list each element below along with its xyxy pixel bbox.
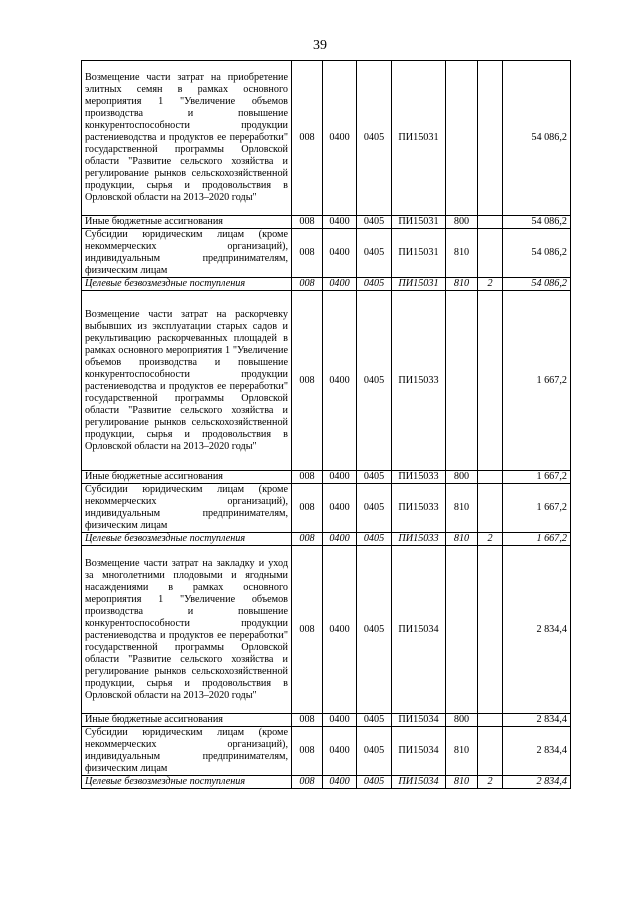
amount: 1 667,2 <box>503 533 571 546</box>
amount: 54 086,2 <box>503 61 571 216</box>
subsection-code: 0405 <box>357 776 392 789</box>
amount: 1 667,2 <box>503 484 571 533</box>
target-article-code: ПИ15031 <box>392 229 446 278</box>
target-article-code: ПИ15033 <box>392 471 446 484</box>
table-row <box>82 546 571 714</box>
source-code <box>478 484 503 533</box>
target-article-code: ПИ15033 <box>392 291 446 471</box>
expense-type-code: 810 <box>446 533 478 546</box>
source-code <box>478 291 503 471</box>
subsection-code: 0405 <box>357 714 392 727</box>
amount: 1 667,2 <box>503 471 571 484</box>
row-name: Целевые безвозмездные поступления <box>82 278 292 291</box>
section-code: 0400 <box>323 727 357 776</box>
table-row <box>82 278 571 291</box>
row-name: Возмещение части затрат на раскорчевку выбывших из эксплуатации старых садов и рекультивацию раскорчеванных площадей в рамках основного мероприятия 1 "Увеличение объемов производства и повышение конкурентоспособности продукции растениеводства и продуктов ее переработки" государственной программы Орловской области "Развитие сельского хозяйства и регулирование рынков сельскохозяйственной продукции, сырья и продовольствия в Орловской области на 2013–2020 годы" <box>82 291 292 471</box>
source-code <box>478 61 503 216</box>
subsection-code: 0405 <box>357 533 392 546</box>
table-row <box>82 216 571 229</box>
ministry-code: 008 <box>292 278 323 291</box>
subsection-code: 0405 <box>357 278 392 291</box>
ministry-code: 008 <box>292 291 323 471</box>
target-article-code: ПИ15034 <box>392 714 446 727</box>
ministry-code: 008 <box>292 546 323 714</box>
ministry-code: 008 <box>292 61 323 216</box>
section-code: 0400 <box>323 216 357 229</box>
section-code: 0400 <box>323 484 357 533</box>
subsection-code: 0405 <box>357 291 392 471</box>
source-code: 2 <box>478 533 503 546</box>
section-code: 0400 <box>323 776 357 789</box>
ministry-code: 008 <box>292 229 323 278</box>
source-code: 2 <box>478 776 503 789</box>
amount: 54 086,2 <box>503 229 571 278</box>
table-row <box>82 776 571 789</box>
expense-type-code: 810 <box>446 484 478 533</box>
expense-type-code <box>446 291 478 471</box>
amount: 2 834,4 <box>503 727 571 776</box>
expense-type-code: 800 <box>446 471 478 484</box>
ministry-code: 008 <box>292 533 323 546</box>
ministry-code: 008 <box>292 216 323 229</box>
target-article-code: ПИ15033 <box>392 533 446 546</box>
row-name: Субсидии юридическим лицам (кроме некоммерческих организаций), индивидуальным предпринимателям, физическим лицам <box>82 229 292 278</box>
table-row <box>82 484 571 533</box>
table-row <box>82 533 571 546</box>
row-name: Возмещение части затрат на приобретение элитных семян в рамках основного мероприятия 1 "Увеличение объемов производства и повышение конкурентоспособности продукции растениеводства и продуктов ее переработки" государственной программы Орловской области "Развитие сельского хозяйства и регулирование рынков сельскохозяйственной продукции, сырья и продовольствия в Орловской области на 2013–2020 годы" <box>82 61 292 216</box>
section-code: 0400 <box>323 229 357 278</box>
row-name: Иные бюджетные ассигнования <box>82 714 292 727</box>
ministry-code: 008 <box>292 776 323 789</box>
section-code: 0400 <box>323 471 357 484</box>
row-name: Субсидии юридическим лицам (кроме некоммерческих организаций), индивидуальным предпринимателям, физическим лицам <box>82 727 292 776</box>
ministry-code: 008 <box>292 471 323 484</box>
table-row <box>82 61 571 216</box>
subsection-code: 0405 <box>357 61 392 216</box>
amount: 2 834,4 <box>503 546 571 714</box>
source-code <box>478 546 503 714</box>
target-article-code: ПИ15034 <box>392 776 446 789</box>
row-name: Иные бюджетные ассигнования <box>82 471 292 484</box>
subsection-code: 0405 <box>357 216 392 229</box>
target-article-code: ПИ15031 <box>392 61 446 216</box>
page-number: 39 <box>313 38 327 53</box>
expense-type-code: 800 <box>446 714 478 727</box>
source-code <box>478 727 503 776</box>
source-code <box>478 229 503 278</box>
amount: 2 834,4 <box>503 714 571 727</box>
expense-type-code: 800 <box>446 216 478 229</box>
budget-table <box>81 60 571 789</box>
source-code <box>478 471 503 484</box>
table-row <box>82 727 571 776</box>
source-code <box>478 714 503 727</box>
section-code: 0400 <box>323 546 357 714</box>
ministry-code: 008 <box>292 727 323 776</box>
row-name: Целевые безвозмездные поступления <box>82 776 292 789</box>
section-code: 0400 <box>323 533 357 546</box>
subsection-code: 0405 <box>357 727 392 776</box>
expense-type-code: 810 <box>446 229 478 278</box>
section-code: 0400 <box>323 61 357 216</box>
table-body <box>82 61 571 789</box>
amount: 54 086,2 <box>503 278 571 291</box>
amount: 2 834,4 <box>503 776 571 789</box>
target-article-code: ПИ15034 <box>392 727 446 776</box>
source-code <box>478 216 503 229</box>
subsection-code: 0405 <box>357 546 392 714</box>
source-code: 2 <box>478 278 503 291</box>
target-article-code: ПИ15034 <box>392 546 446 714</box>
section-code: 0400 <box>323 278 357 291</box>
table-row <box>82 291 571 471</box>
expense-type-code: 810 <box>446 776 478 789</box>
target-article-code: ПИ15033 <box>392 484 446 533</box>
row-name: Целевые безвозмездные поступления <box>82 533 292 546</box>
table-row <box>82 229 571 278</box>
amount: 54 086,2 <box>503 216 571 229</box>
table-row <box>82 471 571 484</box>
target-article-code: ПИ15031 <box>392 278 446 291</box>
expense-type-code: 810 <box>446 727 478 776</box>
ministry-code: 008 <box>292 484 323 533</box>
section-code: 0400 <box>323 291 357 471</box>
subsection-code: 0405 <box>357 471 392 484</box>
ministry-code: 008 <box>292 714 323 727</box>
target-article-code: ПИ15031 <box>392 216 446 229</box>
section-code: 0400 <box>323 714 357 727</box>
row-name: Субсидии юридическим лицам (кроме некоммерческих организаций), индивидуальным предпринимателям, физическим лицам <box>82 484 292 533</box>
subsection-code: 0405 <box>357 484 392 533</box>
row-name: Возмещение части затрат на закладку и уход за многолетними плодовыми и ягодными насаждениями в рамках основного мероприятия 1 "Увеличение объемов производства и повышение конкурентоспособности продукции растениеводства и продуктов ее переработки" государственной программы Орловской области "Развитие сельского хозяйства и регулирование рынков сельскохозяйственной продукции, сырья и продовольствия в Орловской области на 2013–2020 годы" <box>82 546 292 714</box>
row-name: Иные бюджетные ассигнования <box>82 216 292 229</box>
table-row <box>82 714 571 727</box>
subsection-code: 0405 <box>357 229 392 278</box>
amount: 1 667,2 <box>503 291 571 471</box>
expense-type-code <box>446 61 478 216</box>
expense-type-code <box>446 546 478 714</box>
expense-type-code: 810 <box>446 278 478 291</box>
